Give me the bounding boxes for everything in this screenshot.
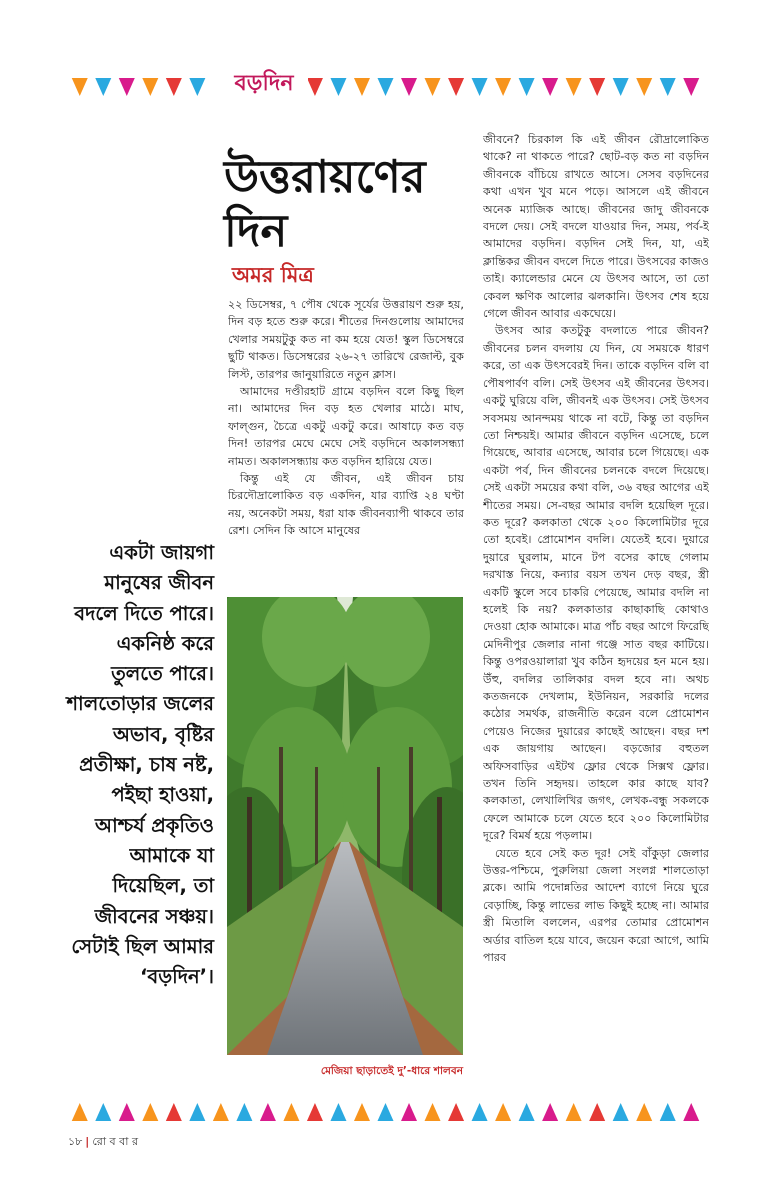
triangle-border-top-graphic [68,76,703,98]
decorative-triangle [189,1103,205,1121]
decorative-triangle-border-top [68,76,703,98]
decorative-triangle [354,1103,370,1121]
decorative-triangle [495,1103,511,1121]
decorative-triangle [519,78,535,96]
article-title-line-2: দিন [224,204,288,257]
triangle-border-bottom-graphic [68,1101,703,1123]
decorative-triangle [260,1103,276,1121]
decorative-triangle [283,1103,299,1121]
article-title-line-1: উত্তরায়ণের [224,150,426,203]
forest-road-photo [227,597,463,1055]
decorative-triangle [589,78,605,96]
body-paragraph: যেতে হবে সেই কত দূর! সেই বাঁকুড়া জেলার উত্তর-পশ্চিমে, পুরুলিয়া জেলা সংলগ্ন শালতোড়া ব্লকে। আমি পদোন্নতির আদেশ ব্যাগে নিয়ে ঘুরে বেড়াচ্ছি, কিন্তু লাভের লাভ কিছুই হচ্ছে না। আমার স্ত্রী মিতালি বললেন, এরপর তোমার প্রোমোশন অর্ডার বাতিল হয়ে যাবে, জয়েন করো আগে, আমি পারব [483,846,709,965]
decorative-triangle [660,78,676,96]
decorative-triangle [542,78,558,96]
section-label: বড়দিন [220,66,308,102]
decorative-triangle [636,78,652,96]
decorative-triangle [213,1103,229,1121]
decorative-triangle [307,1103,323,1121]
body-paragraph: উৎসব আর কতটুকু বদলাতে পারে জীবন? জীবনের চলন বদলায় যে দিন, যে সময়কে ধারণ করে, তা এক উৎসবেরই দিন। তাকে বড়দিন বলি বা পৌষপার্বণ বলি। সেই উৎসব এই জীবনের উৎসব। একটু ঘুরিয়ে বলি, জীবনই এক উৎসব। সেই উৎসব সবসময় আনন্দময় থাকে না বটে, কিন্তু তা বড়দিন তো নিশ্চয়ই। আমার জীবনে বড়দিন এসেছে, চলে গিয়েছে, আবার এসেছে, আবার চলে গিয়েছে। এক একটা পর্ব, দিন জীবনের চলনকে বদলে দিয়েছে। সেই একটা সময়ের কথা বলি, ৩৬ বছর আগের এই শীতের সময়। সে-বছর আমার বদলি হয়েছিল দূরে। কত দূরে? কলকাতা থেকে ২০০ কিলোমিটার দূরে তো হবেই। প্রোমোশন বদলি। যেতেই হবে। দুয়ারে দুয়ারে ঘুরলাম, মানে টপ বসের কাছে গেলাম দরখাস্ত নিয়ে, কন্যার বয়স তখন দেড় বছর, স্ত্রী একটি স্কুলে সবে চাকরি পেয়েছে, আমার বদলি না হলেই কি নয়? কলকাতার কাছাকাছি কোথাও দেওয়া হোক আমাকে। মাত্র পাঁচ বছর আগে ফিরেছি মেদিনীপুর জেলার নানা গঞ্জে সাত বছর কাটিয়ে। কিন্তু ওপরওয়ালারা খুব কঠিন হৃদয়ের হন মনে হয়। উঁহু, বদলির তালিকার বদল হবে না। অথচ কতজনকে দেখলাম, ইউনিয়ন, সরকারি দলের কঠোর সমর্থক, রাজনীতি করেন বলে প্রোমোশন পেয়েও নিজের দুয়ারের কাছেই আছেন। বছর দশ এক জায়গায় আছেন। বড়জোর বহুতল অফিসবাড়ির এইটথ ফ্লোর থেকে সিক্সথ ফ্লোর। তখন তিনি সহৃদয়। তাহলে কার কাছে যাব? কলকাতা, লেখালিখির জগৎ, লেখক-বন্ধু সকলকে ফেলে আমাকে চলে যেতে হবে ২০০ কিলোমিটার দূরে? বিমর্ষ হয়ে পড়লাম। [483,324,709,843]
decorative-triangle [613,78,629,96]
decorative-triangle [142,78,158,96]
decorative-triangle [189,78,205,96]
decorative-triangle-border-bottom [68,1101,703,1123]
decorative-triangle [378,78,394,96]
decorative-triangle [472,1103,488,1121]
forest-road-illustration [227,597,463,1055]
decorative-triangle [660,1103,676,1121]
decorative-triangle [119,78,135,96]
decorative-triangle [378,1103,394,1121]
decorative-triangle [72,78,88,96]
decorative-triangle [448,1103,464,1121]
decorative-triangle [95,1103,111,1121]
decorative-triangle [72,1103,88,1121]
magazine-name: রো ব বা র [92,1135,138,1148]
article-title [224,150,474,258]
decorative-triangle [519,1103,535,1121]
footer-divider: | [85,1135,90,1148]
article-body-middle-column [228,296,464,590]
decorative-triangle [166,78,182,96]
decorative-triangle [495,78,511,96]
decorative-triangle [589,1103,605,1121]
decorative-triangle [330,78,346,96]
decorative-triangle [401,78,417,96]
decorative-triangle [613,1103,629,1121]
decorative-triangle [566,78,582,96]
decorative-triangle [307,78,323,96]
body-paragraph: কিন্তু এই যে জীবন, এই জীবন চায় চিরদৌদ্রালোকিত বড় একদিন, যার ব্যাপ্তি ২৪ ঘণ্টা নয়, অনেকটা সময়, ধরা যাক জীবনব্যাপী থাকবে তার রেশ। সেদিন কি আসে মানুষের [228,472,464,538]
photo-caption: মেজিয়া ছাড়াতেই দু’-ধারে শালবন [320,1065,463,1077]
decorative-triangle [566,1103,582,1121]
body-paragraph: ২২ ডিসেম্বর, ৭ পৌষ থেকে সূর্যের উত্তরায়ণ শুরু হয়, দিন বড় হতে শুরু করে। শীতের দিনগুলোয় আমাদের খেলার সময়টুকু কত না কম হয়ে যেত! স্কুল ডিসেম্বরে ছুটি থাকত। ডিসেম্বরের ২৬-২৭ তারিখে রেজাল্ট, বুক লিস্ট, তারপর জানুয়ারিতে নতুন ক্লাস। [228,298,464,381]
decorative-triangle [354,78,370,96]
pull-quote: একটা জায়গা মানুষের জীবন বদলে দিতে পারে। একনিষ্ঠ করে তুলতে পারে। শালতোড়ার জলের অভাব, বৃষ্টির প্রতীক্ষা, চাষ নষ্ট, পইছা হাওয়া, আশ্চর্য প্রকৃতিও আমাকে যা দিয়েছিল, তা জীবনের সঞ্চয়। সেটাই ছিল আমার ‘বড়দিন’। [66,541,214,989]
decorative-triangle [330,1103,346,1121]
decorative-triangle [448,78,464,96]
decorative-triangle [166,1103,182,1121]
decorative-triangle [542,1103,558,1121]
decorative-triangle [119,1103,135,1121]
decorative-triangle [236,1103,252,1121]
decorative-triangle [401,1103,417,1121]
decorative-triangle [683,1103,699,1121]
decorative-triangle [472,78,488,96]
decorative-triangle [95,78,111,96]
decorative-triangle [142,1103,158,1121]
decorative-triangle [636,1103,652,1121]
decorative-triangle [425,78,441,96]
decorative-triangle [683,78,699,96]
page-number: ১৮ [68,1135,83,1148]
author-byline: অমর মিত্র [232,263,314,287]
article-body-right-column [483,131,709,1091]
body-paragraph: আমাদের দণ্ডীরহাট গ্রামে বড়দিন বলে কিছু ছিল না। আমাদের দিন বড় হত খেলার মাঠে। মাঘ, ফাল্গুন, চৈত্রে একটু একটু করে। আষাঢ়ে কত বড় দিন! তারপর মেঘে মেঘে সেই বড়দিনে অকালসন্ধ্যা নামত। অকালসন্ধ্যায় কত বড়দিন হারিয়ে যেত। [228,385,464,468]
body-paragraph: জীবনে? চিরকাল কি এই জীবন রৌদ্রালোকিত থাকে? না থাকতে পারে? ছোট-বড় কত না বড়দিন জীবনকে বাঁচিয়ে রাখতে আসে। সেসব বড়দিনের কথা এখন খুব মনে পড়ে। আসলে এই জীবনে অনেক ম্যাজিক আছে। জীবনের জাদু জীবনকে বদলে দেয়। সেই বদলে যাওয়ার দিন, সময়, পর্ব-ই আমাদের বড়দিন। বড়দিন সেই দিন, যা, এই ক্লান্তিকর জীবন বদলে দিতে পারে। উৎসবের কাজও তাই। ক্যালেন্ডার মেনে যে উৎসব আসে, তা তো কেবল ক্ষণিক আলোর ঝলকানি। উৎসব শেষ হয়ে গেলে জীবন আবার একঘেয়ে। [483,133,709,321]
page-footer [68,1135,138,1149]
decorative-triangle [425,1103,441,1121]
